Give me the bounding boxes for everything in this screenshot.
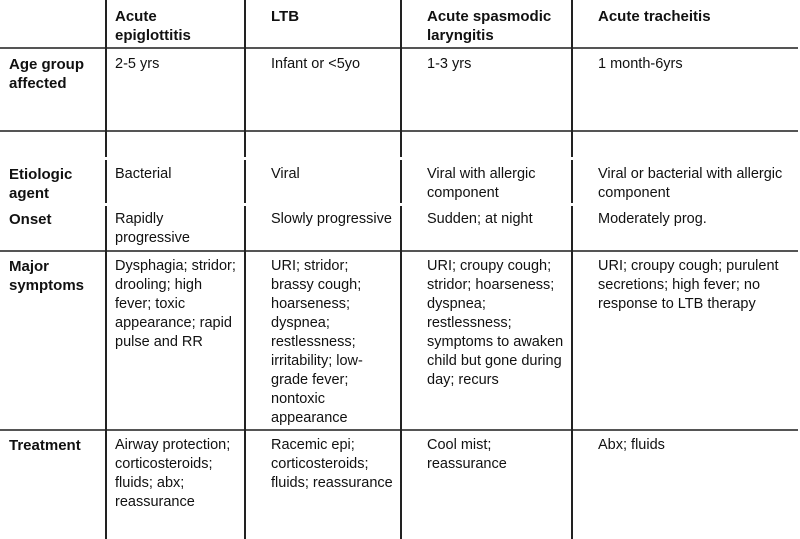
- table-cell: URI; croupy cough; purulent secretions; high fever; no response to LTB therapy: [598, 258, 779, 312]
- line-gap: [105, 157, 107, 160]
- table-cell: Bacterial: [115, 166, 172, 182]
- column-divider: [105, 0, 107, 539]
- table-cell: Viral with allergic component: [427, 166, 536, 201]
- row-label-major-symptoms: Major symptoms: [9, 258, 85, 294]
- row-divider: [0, 250, 798, 252]
- row-divider: [0, 130, 798, 132]
- table-cell: Rapidly progressive: [115, 211, 190, 246]
- line-gap: [400, 203, 402, 206]
- line-gap: [571, 203, 573, 206]
- column-header-ltb: LTB: [271, 8, 300, 25]
- table-cell: Moderately prog.: [598, 211, 707, 227]
- line-gap: [571, 157, 573, 160]
- line-gap: [105, 203, 107, 206]
- table-cell: Abx; fluids: [598, 437, 665, 453]
- column-header-acute-tracheitis: Acute tracheitis: [598, 8, 711, 25]
- column-header-acute-spasmodic-laryngitis: Acute spasmodic laryngitis: [427, 8, 552, 44]
- table-cell: 2-5 yrs: [115, 56, 160, 72]
- table-cell: URI; stridor; brassy cough; hoarseness; dyspnea; restlessness; irritability; low-grade fever; nontoxic appearance: [271, 258, 363, 426]
- line-gap: [244, 203, 246, 206]
- table-cell: Viral: [271, 166, 300, 182]
- table-cell: URI; croupy cough; stridor; hoarseness; dyspnea; restlessness; symptoms to awaken child but gone during day; recurs: [427, 258, 564, 388]
- table-cell: Viral or bacterial with allergic component: [598, 166, 783, 201]
- table-cell: Racemic epi; corticosteroids; fluids; reassurance: [271, 437, 393, 491]
- table-cell: 1 month-6yrs: [598, 56, 683, 72]
- column-divider: [571, 0, 573, 539]
- table-cell: Slowly progressive: [271, 211, 392, 227]
- row-divider: [0, 429, 798, 431]
- table-cell: Cool mist; reassurance: [427, 437, 507, 472]
- table-cell: 1-3 yrs: [427, 56, 472, 72]
- row-label-age-group: Age group affected: [9, 56, 84, 92]
- table-cell: Dysphagia; stridor; drooling; high fever; toxic appearance; rapid pulse and RR: [115, 258, 236, 350]
- column-divider: [400, 0, 402, 539]
- row-label-etiologic-agent: Etiologic agent: [9, 166, 73, 202]
- table-cell: Airway protection; corticosteroids; fluids; abx; reassurance: [115, 437, 231, 510]
- row-divider: [0, 47, 798, 49]
- column-header-acute-epiglottitis: Acute epiglottitis: [115, 8, 191, 44]
- column-divider: [244, 0, 246, 539]
- row-label-treatment: Treatment: [9, 437, 81, 454]
- table-cell: Infant or <5yo: [271, 56, 361, 72]
- line-gap: [400, 157, 402, 160]
- line-gap: [244, 157, 246, 160]
- row-label-onset: Onset: [9, 211, 52, 228]
- table-cell: Sudden; at night: [427, 211, 533, 227]
